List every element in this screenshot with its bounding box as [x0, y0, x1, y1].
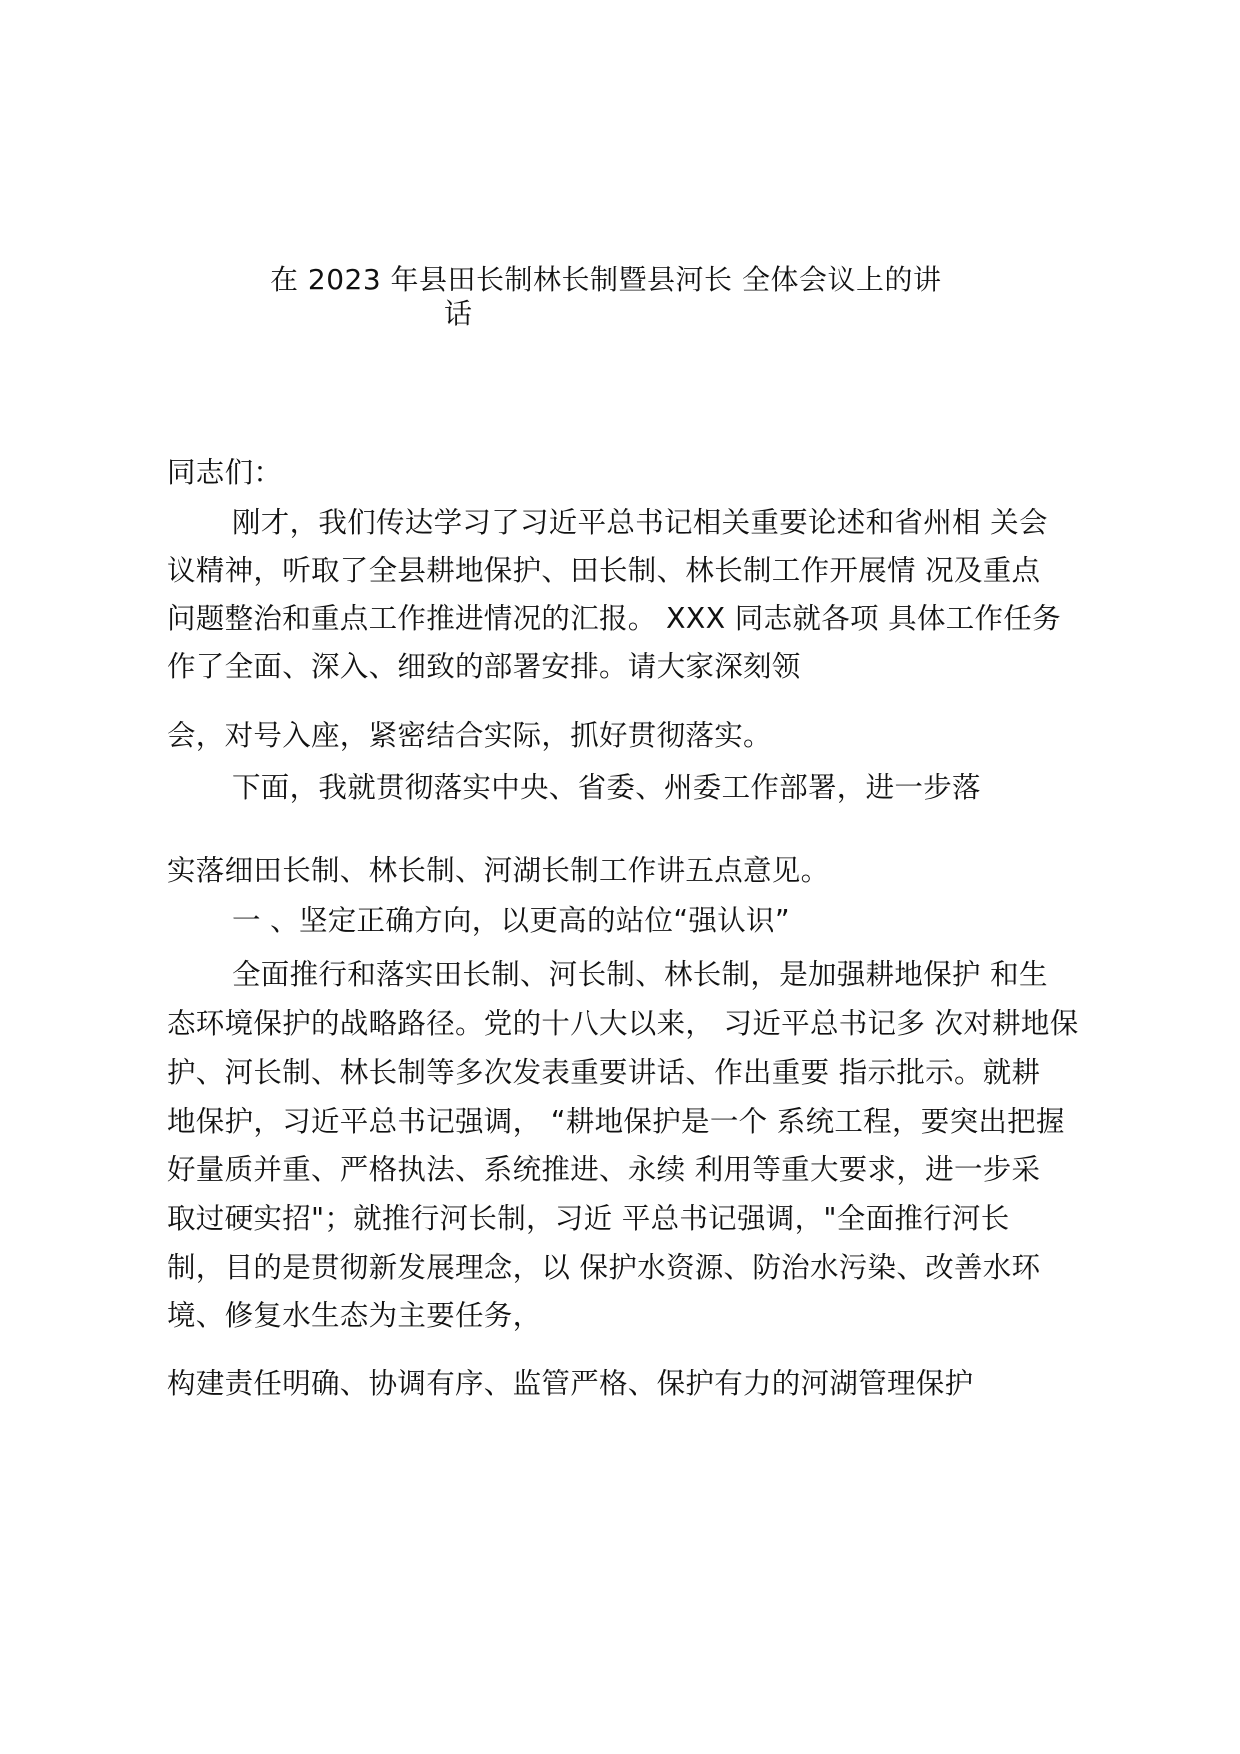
paragraph-3-line-8: 境、修复水生态为主要任务， [167, 1299, 542, 1332]
paragraph-3-line-5: 好量质并重、严格执法、系统推进、永续 利用等重大要求，进一步采 [167, 1153, 1041, 1186]
paragraph-1-line-4: 作了全面、深入、细致的部署安排。请大家深刻领 [167, 650, 801, 683]
section-1-heading: 一 、坚定正确方向，以更高的站位“强认识” [232, 904, 790, 937]
paragraph-3-line-3: 护、河长制、林长制等多次发表重要讲话、作出重要 指示批示。就耕 [167, 1056, 1041, 1089]
paragraph-3-line-1: 全面推行和落实田长制、河长制、林长制，是加强耕地保护 和生 [232, 958, 1048, 991]
paragraph-3-line-2: 态环境保护的战略路径。党的十八大以来， 习近平总书记多 次对耕地保 [167, 1007, 1079, 1040]
paragraph-2-line-2: 实落细田长制、林长制、河湖长制工作讲五点意见。 [167, 854, 830, 887]
paragraph-1-line-2: 议精神，听取了全县耕地保护、田长制、林长制工作开展情 况及重点 [167, 554, 1041, 587]
paragraph-1-line-5: 会，对号入座，紧密结合实际，抓好贯彻落实。 [167, 719, 772, 752]
paragraph-3-line-4: 地保护，习近平总书记强调， “耕地保护是一个 系统工程，要突出把握 [167, 1105, 1065, 1138]
salutation: 同志们： [167, 456, 283, 489]
paragraph-2-line-1: 下面，我就贯彻落实中央、省委、州委工作部署，进一步落 [232, 771, 981, 804]
paragraph-3-line-6: 取过硬实招"；就推行河长制，习近 平总书记强调，"全面推行河长 [167, 1202, 1010, 1235]
document-title-line-2: 话 [444, 297, 473, 330]
document-title-line-1: 在 2023 年县田长制林长制暨县河长 全体会议上的讲 [270, 263, 942, 296]
paragraph-3-line-9: 构建责任明确、协调有序、监管严格、保护有力的河湖管理保护 [167, 1367, 974, 1400]
paragraph-1-line-1: 刚才，我们传达学习了习近平总书记相关重要论述和省州相 关会 [232, 506, 1048, 539]
paragraph-1-line-3: 问题整治和重点工作推进情况的汇报。 XXX 同志就各项 具体工作任务 [167, 602, 1061, 635]
paragraph-3-line-7: 制，目的是贯彻新发展理念，以 保护水资源、防治水污染、改善水环 [167, 1251, 1041, 1284]
